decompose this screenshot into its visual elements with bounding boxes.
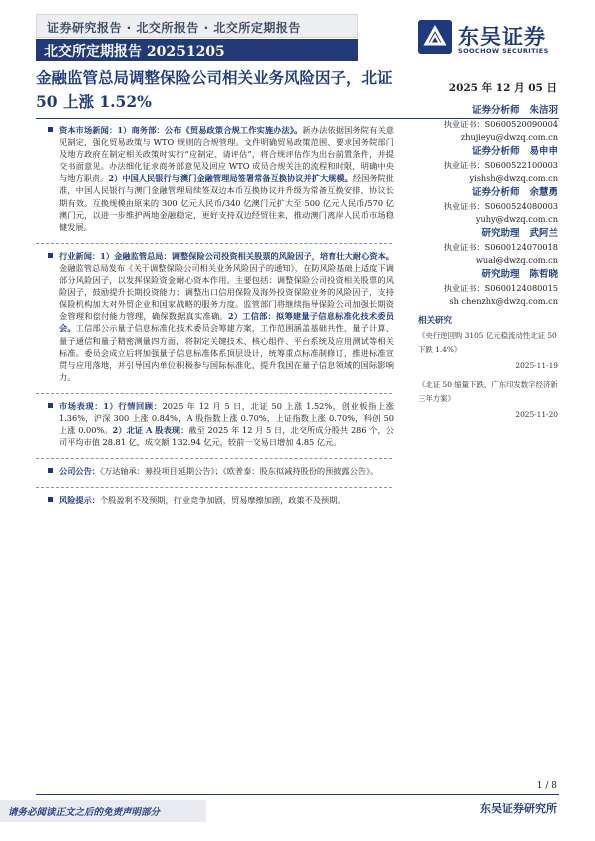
series-title-bar xyxy=(36,39,358,61)
disclaimer-text: 请务必阅读正文之后的免责声明部分 xyxy=(8,807,161,818)
analyst-cert: S0600522100003 xyxy=(484,160,558,170)
section-heading: 资本市场新闻： xyxy=(59,125,118,135)
section-paragraph xyxy=(59,494,394,506)
section-text: 新办法依据国务院有关意见制定，强化贸易政策与 WTO 规则的合规管理。文件明确贸易政策范围、要求国务院部门及地方政府在制定相关政策时实行“应制定、请评估”，将合规评估作为出台前置条件，并提交书面意见。办法细化征求商务部意见及回应 WTO 成员合规关注的流程和时限，明确中央与地方职责。 xyxy=(59,125,394,184)
section-heading: 行业新闻： xyxy=(59,250,101,261)
section-text: 经国务院批准，中国人民银行与澳门金融管理局续签双边本币互换协议并升级为常备互换安排，协议长期有效。互换规模由原来的 300 亿元人民币/340 亿澳门元扩大至 500 亿元人民币/570 亿澳门元，以进一步维护两地金融稳定，更好支持双边经贸往来，推动澳门离岸人民币市场稳健发展。 xyxy=(59,173,394,232)
analyst-cert-line xyxy=(418,200,558,213)
disclaimer-box xyxy=(0,800,206,822)
section-paragraph xyxy=(59,465,394,477)
section-emphasis: 2）北证 A 股表现： xyxy=(112,425,189,436)
related-research-date: 2025-11-19 xyxy=(515,361,558,370)
analyst-cert: S0600124080015 xyxy=(484,283,558,293)
section-text: 2025 年 12 月 5 日，北证 50 上涨 1.52%，创业板指上涨 1.36%，沪深 300 上涨 0.84%，A 股指数上涨 0.70%，上证指数上涨 0.70%，科创 50 上涨 0.00%。 xyxy=(59,400,394,436)
report-body xyxy=(48,124,394,516)
analyst-role-name xyxy=(418,145,558,159)
body-section xyxy=(48,465,394,477)
section-text: 个股盈利不及预期，行业竞争加剧，贸易摩擦加剧，政策不及预期。 xyxy=(99,495,346,506)
analyst-cert-label: 执业证书： xyxy=(443,160,485,170)
analyst-email[interactable]: yuhy@dwzq.com.cn xyxy=(475,214,558,224)
section-paragraph xyxy=(59,124,394,233)
analyst-role-name xyxy=(418,227,558,241)
analyst-cert: S0600524080003 xyxy=(484,201,558,211)
section-divider xyxy=(36,393,392,394)
section-divider xyxy=(36,458,392,459)
related-research-list xyxy=(418,329,558,424)
body-section xyxy=(48,494,394,506)
section-text: 金融监管总局发布《关于调整保险公司相关业务风险因子的通知》，在防风险基础上适度下调部分风险因子，以发挥保险资金耐心资本作用。主要包括：调整保险公司投资相关股票的风险因子，鼓励提升长期投资能力；调整出口信用保险及海外投资保险业务的风险因子，支持保险机构加大对外贸企业和国家战略的服务力度。监管部门将继续指导保险公司加强长期资金管理和偿付能力管理，确保数据真实准确。 xyxy=(59,262,394,322)
analyst-list xyxy=(418,104,558,308)
analyst-card xyxy=(418,227,558,267)
analyst-role: 证券分析师 xyxy=(472,105,520,116)
logo-cn-text: 东吴证券 xyxy=(458,25,546,49)
report-type-text: 证券研究报告 · 北交所报告 · 北交所定期报告 xyxy=(47,21,301,35)
analyst-name: 易申申 xyxy=(529,146,558,157)
analyst-email[interactable]: zhujieyu@dwzq.com.cn xyxy=(460,132,558,142)
section-heading: 市场表现： xyxy=(59,400,104,411)
section-text: 《万达轴承：募投项目延期公告》；《欧普泰：股东拟减持股份的预披露公告》。 xyxy=(99,466,379,477)
analyst-card xyxy=(418,145,558,185)
analyst-card xyxy=(418,268,558,308)
section-divider xyxy=(36,487,392,488)
section-heading: 公司公告： xyxy=(59,466,100,477)
analyst-role: 研究助理 xyxy=(481,269,520,280)
analyst-cert-line xyxy=(418,118,558,131)
analyst-card xyxy=(418,104,558,144)
report-type-tag xyxy=(36,14,358,38)
section-heading: 风险提示： xyxy=(59,495,100,506)
logo-en-text: SOOCHOW SECURITIES xyxy=(458,47,549,55)
page-number: 1 / 8 xyxy=(536,781,557,791)
analyst-name: 陈哲晓 xyxy=(529,269,558,280)
section-text: 工信部公示量子信息标准化技术委员会筹建方案，工作范围涵盖基础共性、量子计算、量子通信和量子精密测量四方面，将制定关键技术、核心组件、平台系统及应用测试等相关标准。委员会成立后将加强量子信息标准体系顶层设计，统筹重点标准制修订，推进标准宣贯与应用落地，并引导国内单位积极参与国际标准化，提升我国在量子信息领域的国际影响力。 xyxy=(59,323,394,382)
report-headline: 金融监管总局调整保险公司相关业务风险因子，北证 50 上涨 1.52% xyxy=(36,68,393,111)
report-date: 2025 年 12 月 05 日 xyxy=(448,82,557,94)
body-section xyxy=(48,400,394,448)
analyst-email[interactable]: yishsh@dwzq.com.cn xyxy=(469,173,558,183)
series-title: 北交所定期报告 20251205 xyxy=(44,44,225,60)
related-research-link[interactable]: 《北证 50 缩量下跌，广东印发数字经济新三年方案》 xyxy=(418,380,558,403)
analyst-name: 武阿兰 xyxy=(529,228,558,239)
section-bullet-icon xyxy=(48,127,53,132)
analyst-cert-label: 执业证书： xyxy=(443,242,485,252)
analyst-name: 朱洁羽 xyxy=(529,105,558,116)
section-emphasis: 2）中国人民银行与澳门金融管理局签署常备互换协议并扩大规模。 xyxy=(108,173,353,184)
analyst-cert-label: 执业证书： xyxy=(443,201,485,211)
section-text: 截至 2025 年 12 月 5 日，北交所成分股共 286 个，公司平均市值 28.81 亿，成交额 132.94 亿元，较前一交易日增加 4.85 亿元。 xyxy=(59,425,394,448)
related-research-date: 2025-11-20 xyxy=(515,410,558,419)
company-logo xyxy=(418,20,568,58)
sidebar xyxy=(418,104,558,424)
section-emphasis: 2）工信部：拟筹建量子信息标准化技术委员会。 xyxy=(59,311,394,334)
footer-company: 东吴证券研究所 xyxy=(480,802,557,815)
section-bullet-icon xyxy=(48,497,53,502)
analyst-cert-label: 执业证书： xyxy=(443,283,485,293)
body-section xyxy=(48,250,394,383)
related-research-link[interactable]: 《央行逆回购 3105 亿元稳流动性北证 50 下跌 1.4%》 xyxy=(418,331,557,354)
analyst-card xyxy=(418,186,558,226)
analyst-email[interactable]: sh chenzhx@dwzq.com.cn xyxy=(449,296,558,306)
analyst-cert-label: 执业证书： xyxy=(443,119,485,129)
analyst-role: 研究助理 xyxy=(481,228,520,239)
analyst-cert-line xyxy=(418,159,558,172)
section-bullet-icon xyxy=(48,253,53,258)
analyst-cert-line xyxy=(418,282,558,295)
analyst-cert: S0600520090004 xyxy=(484,119,558,129)
section-emphasis: 1）金融监管总局：调整保险公司投资相关股票的风险因子，培育壮大耐心资本。 xyxy=(100,250,394,261)
analyst-role: 证券分析师 xyxy=(472,187,520,198)
analyst-role-name xyxy=(418,104,558,118)
section-bullet-icon xyxy=(48,403,53,408)
related-research-title: 相关研究 xyxy=(418,316,453,326)
footer-rule xyxy=(36,794,559,795)
section-emphasis: 1）商务部：公布《贸易政策合规工作实施办法》。 xyxy=(117,125,303,135)
analyst-role: 证券分析师 xyxy=(472,146,520,157)
section-bullet-icon xyxy=(48,468,53,473)
analyst-role-name xyxy=(418,268,558,282)
section-paragraph xyxy=(59,250,394,383)
analyst-role-name xyxy=(418,186,558,200)
section-emphasis: 1）行情回顾： xyxy=(103,400,163,411)
soochow-logo-icon xyxy=(418,20,452,54)
body-section xyxy=(48,124,394,233)
analyst-name: 余慧勇 xyxy=(529,187,558,198)
analyst-cert: S0600124070018 xyxy=(484,242,558,252)
section-divider xyxy=(36,243,392,244)
analyst-cert-line xyxy=(418,241,558,254)
analyst-email[interactable]: wual@dwzq.com.cn xyxy=(475,255,558,265)
section-paragraph xyxy=(59,400,394,448)
